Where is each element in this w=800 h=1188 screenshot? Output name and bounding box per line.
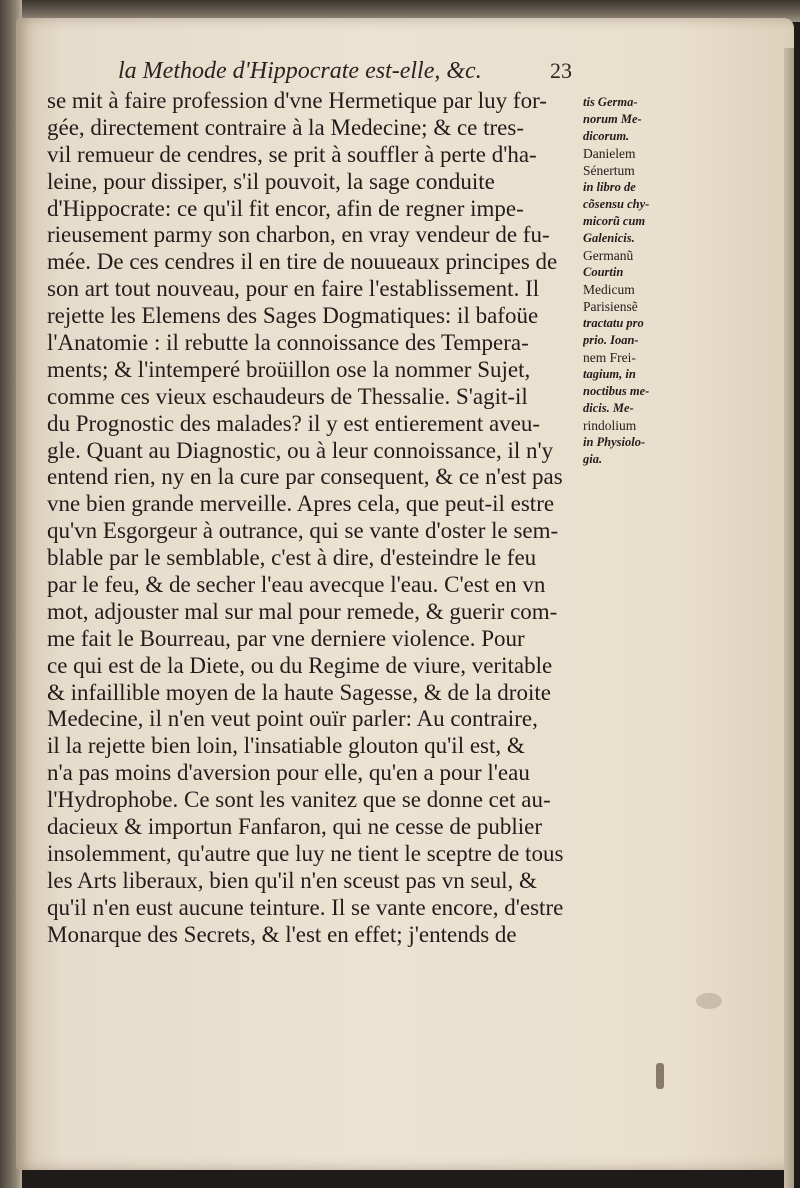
margin-line: tis Germa- [583,95,638,109]
text-line: l'Anatomie : il rebutte la connoissance des Tempera- [47,330,529,356]
margin-line: micorũ cum [583,214,646,228]
margin-line: tractatu pro [583,316,644,330]
text-line: d'Hippocrate: ce qu'il fit encor, afin de regner impe- [47,195,524,221]
text-line: Monarque des Secrets, & l'est en effet; j'entends de [47,921,517,947]
text-line: par le feu, & de secher l'eau avecque l'eau. C'est en vn [47,572,546,598]
running-title: la Methode d'Hippocrate est-elle, &c. [118,58,482,84]
text-line: leine, pour dissiper, s'il pouvoit, la sage conduite [47,168,495,194]
text-line: les Arts liberaux, bien qu'il n'en sceust pas vn seul, & [47,867,537,893]
text-line: qu'vn Esgorgeur à outrance, qui se vante d'oster le sem- [47,518,559,544]
margin-line: dicorum. [583,129,630,143]
text-line: blable par le semblable, c'est à dire, d'esteindre le feu [47,545,537,571]
page-right-edge [784,48,794,1188]
margin-note [583,94,687,468]
text-line: comme ces vieux eschaudeurs de Thessalie. S'agit-il [47,383,528,409]
margin-line: Parisiensẽ [583,299,638,314]
margin-line: Medicum [583,282,635,297]
text-line: vil remueur de cendres, se prit à souffler à perte d'ha- [47,141,537,167]
margin-line: tagium, in [583,367,636,381]
text-line: il la rejette bien loin, l'insatiable glouton qu'il est, & [47,733,525,759]
text-line: gée, directement contraire à la Medecine; & ce tres- [47,114,524,140]
text-line: Medecine, il n'en veut point ouïr parler: Au contraire, [47,706,538,732]
text-line: insolemment, qu'autre que luy ne tient le sceptre de tous [47,840,564,866]
text-line: dacieux & importun Fanfaron, qui ne cesse de publier [47,814,542,840]
text-line: qu'il n'en eust aucune teinture. Il se vante encore, d'estre [47,894,564,920]
margin-line: Danielem [583,146,636,161]
paper-stain [696,993,722,1009]
margin-line: Courtin [583,265,624,279]
text-line: l'Hydrophobe. Ce sont les vanitez que se donne cet au- [47,787,551,813]
margin-line: Galenicis. [583,231,635,245]
page-number: 23 [550,58,572,83]
margin-line: norum Me- [583,112,642,126]
margin-line: noctibus me- [583,384,650,398]
text-line: se mit à faire profession d'vne Hermetique par luy for- [47,88,547,113]
margin-line: prio. Ioan- [583,333,639,347]
margin-line: gia. [583,452,603,466]
margin-line: cõsensu chy- [583,197,650,211]
text-line: & infaillible moyen de la haute Sagesse, & de la droite [47,679,551,705]
margin-line: Sénertum [583,163,635,178]
text-line: du Prognostic des malades? il y est entierement aveu- [47,410,541,436]
margin-line: dicis. Me- [583,401,634,415]
text-line: mée. De ces cendres il en tire de nouueaux principes de [47,249,558,275]
text-line: vne bien grande merveille. Apres cela, que peut-il estre [47,491,555,517]
text-line: mot, adjouster mal sur mal pour remede, & guerir com- [47,598,558,624]
text-line: rejette les Elemens des Sages Dogmatiques: il bafoüe [47,303,539,329]
text-line: entend rien, ny en la cure par consequent, & ce n'est pas [47,464,563,490]
text-line: son art tout nouveau, pour en faire l'establissement. Il [47,276,540,302]
text-line: rieusement parmy son charbon, en vray vendeur de fu- [47,222,550,248]
text-line: n'a pas moins d'aversion pour elle, qu'en a pour l'eau [47,760,530,786]
margin-line: in libro de [583,180,636,194]
margin-line: Germanũ [583,248,634,263]
body-text [47,88,587,949]
margin-line: nem Frei- [583,350,636,365]
text-line: me fait le Bourreau, par vne derniere violence. Pour [47,625,525,651]
text-line: gle. Quant au Diagnostic, ou à leur connoissance, il n'y [47,437,554,463]
text-line: ce qui est de la Diete, ou du Regime de viure, veritable [47,652,553,678]
margin-line: in Physiolo- [583,435,646,449]
margin-line: rindolium [583,418,637,433]
paper-stain [656,1063,664,1089]
text-line: ments; & l'intemperé broüillon ose la nommer Sujet, [47,356,531,382]
